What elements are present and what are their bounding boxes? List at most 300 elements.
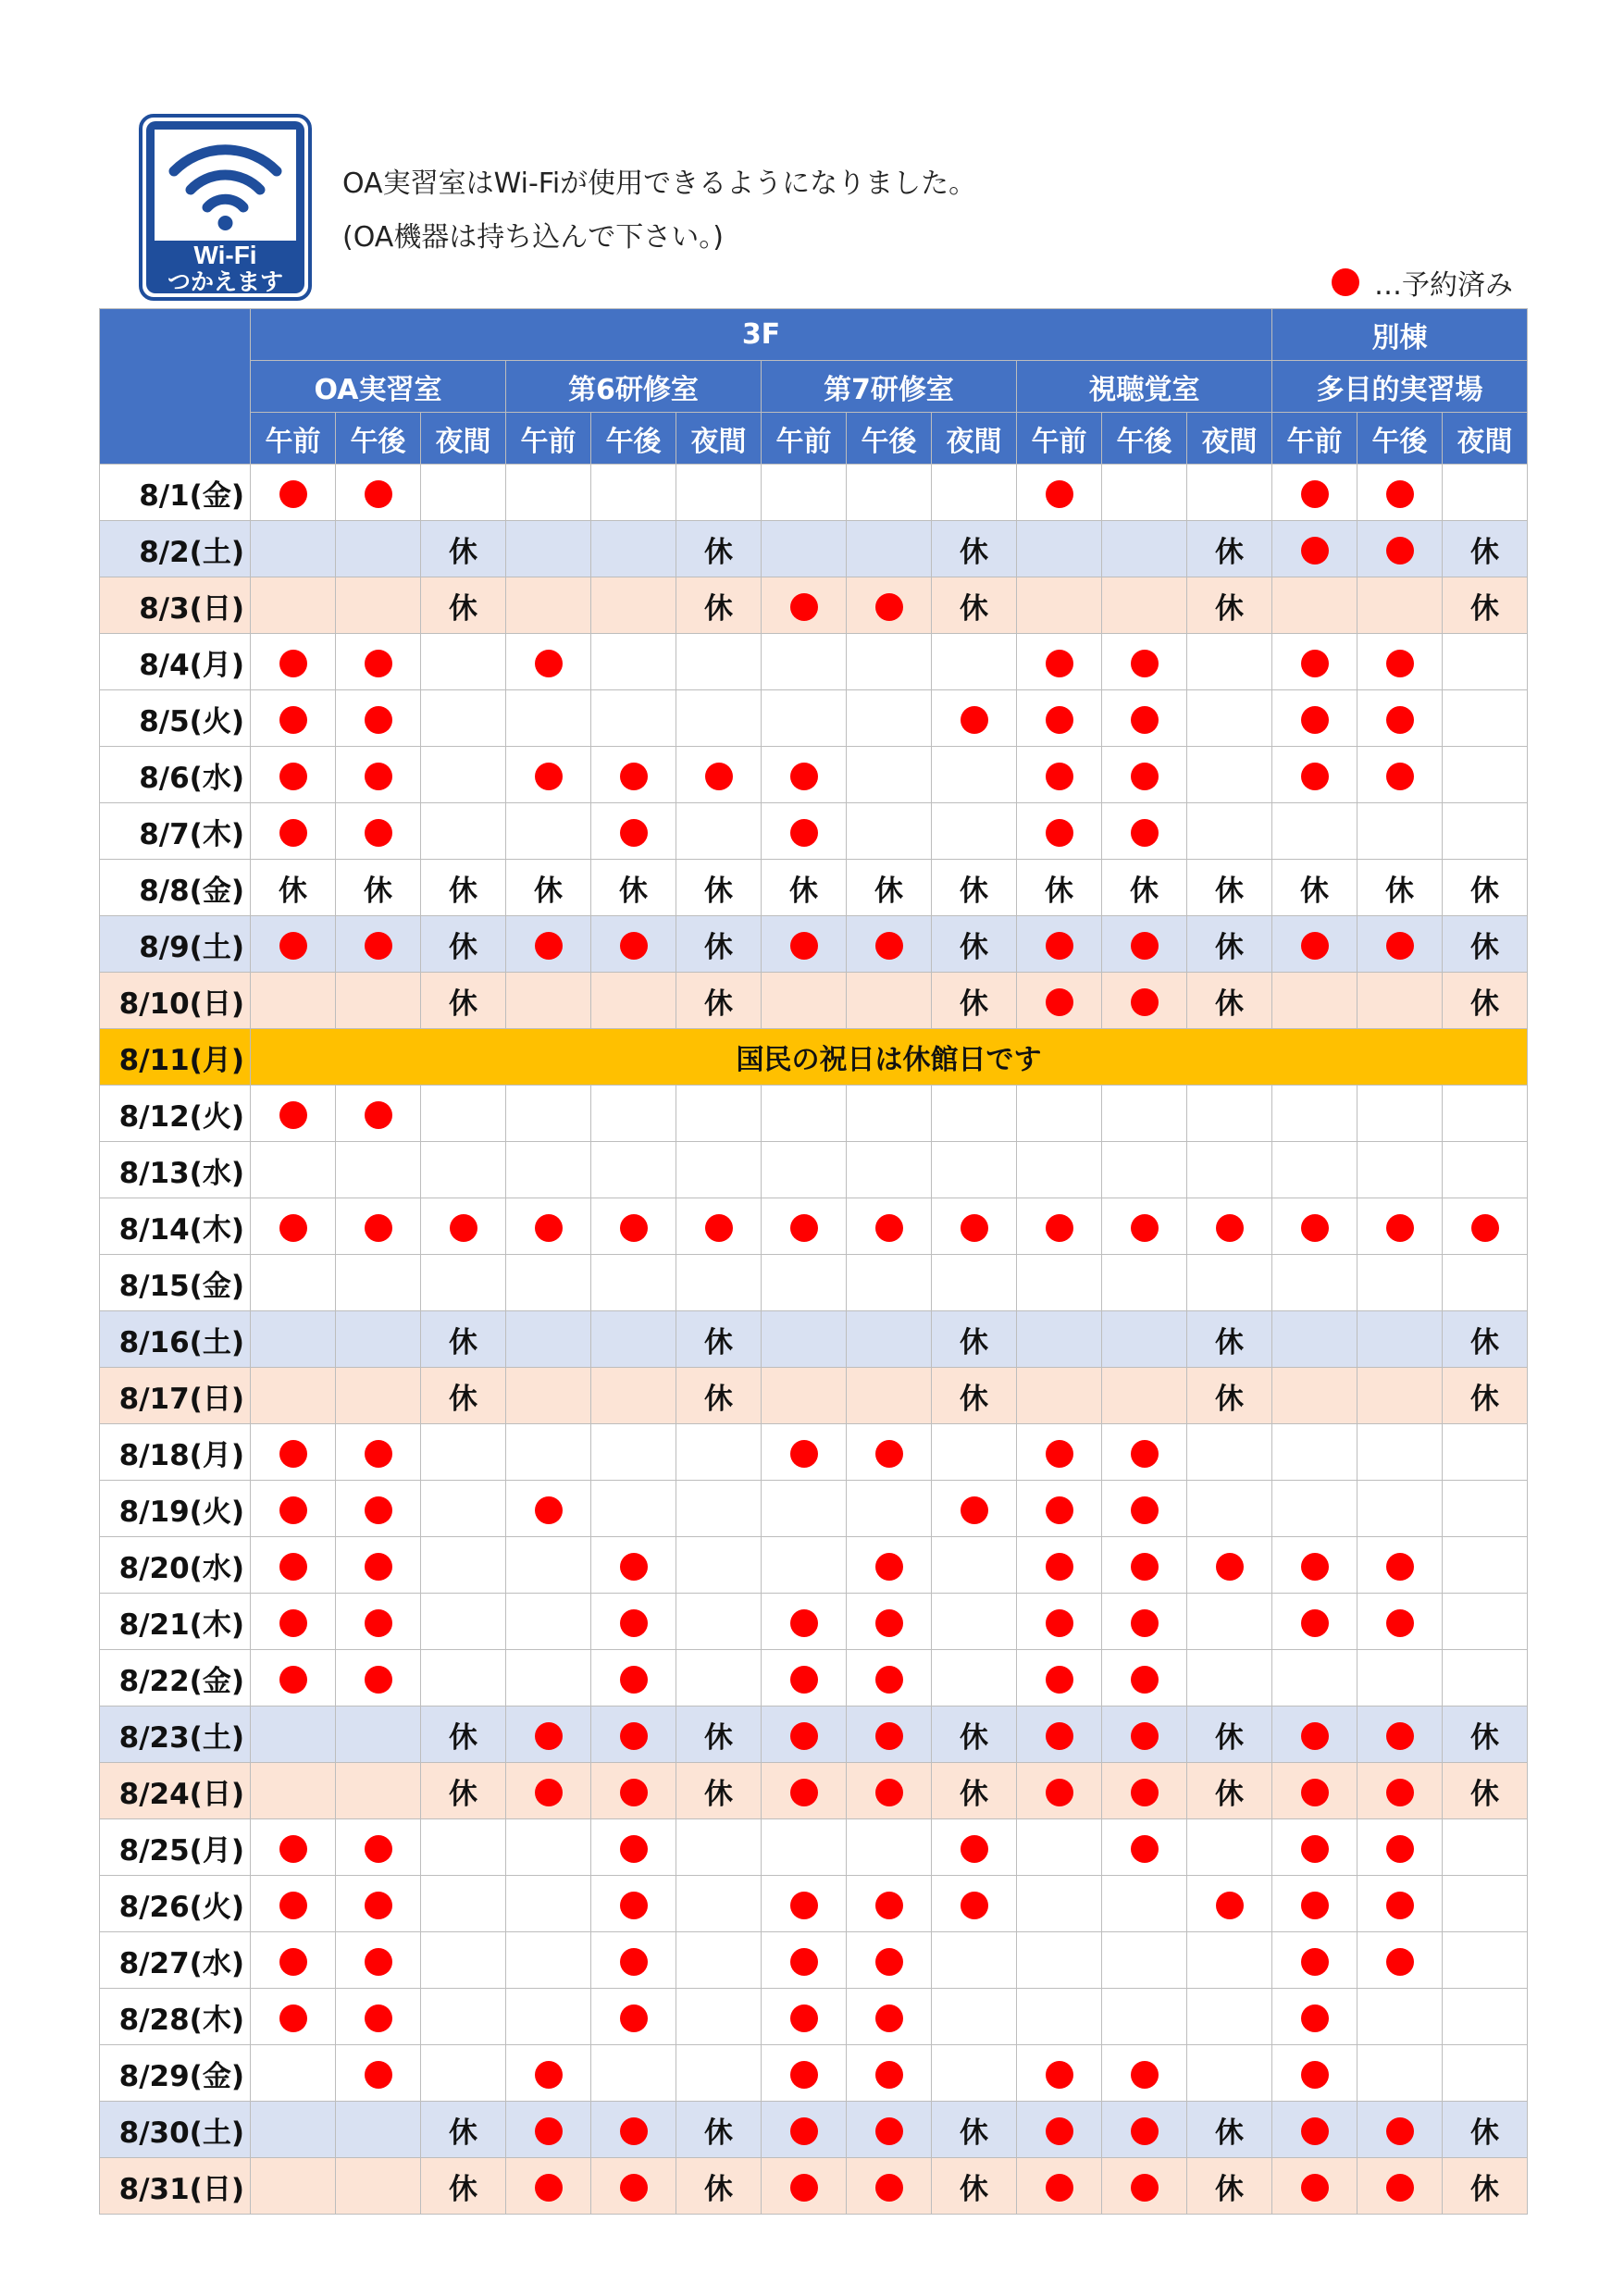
reserved-dot-icon — [1046, 1440, 1073, 1468]
schedule-cell — [1017, 1086, 1102, 1142]
schedule-cell — [1357, 1086, 1443, 1142]
schedule-cell — [1272, 1198, 1357, 1255]
schedule-cell — [591, 860, 676, 916]
schedule-cell — [1187, 1198, 1272, 1255]
schedule-cell — [932, 1650, 1017, 1706]
schedule-cell — [251, 1086, 336, 1142]
schedule-cell — [251, 465, 336, 521]
closed-label: 休 — [704, 2116, 733, 2150]
schedule-cell — [932, 1198, 1017, 1255]
reserved-dot-icon — [535, 932, 563, 960]
schedule-cell — [506, 1819, 591, 1876]
schedule-cell — [932, 860, 1017, 916]
schedule-cell — [1017, 1763, 1102, 1819]
table-row — [100, 1086, 1528, 1142]
holiday-message: 国民の祝日は休館日です — [251, 1029, 1528, 1086]
schedule-cell — [591, 1537, 676, 1594]
reserved-dot-icon — [790, 2004, 818, 2032]
schedule-cell — [1272, 2045, 1357, 2102]
schedule-cell — [1443, 577, 1528, 634]
reserved-dot-icon — [790, 1779, 818, 1806]
schedule-cell — [1187, 973, 1272, 1029]
schedule-cell — [421, 1819, 506, 1876]
schedule-cell — [1443, 1932, 1528, 1989]
schedule-cell — [847, 1876, 932, 1932]
date-cell: 8/10(日) — [100, 973, 251, 1029]
reserved-dot-icon — [535, 763, 563, 790]
schedule-cell — [1102, 747, 1187, 803]
reserved-dot-icon — [875, 2174, 903, 2202]
closed-label: 休 — [960, 930, 988, 964]
schedule-cell — [847, 465, 932, 521]
reserved-dot-icon — [1386, 932, 1414, 960]
schedule-cell — [676, 521, 762, 577]
schedule-cell — [1357, 916, 1443, 973]
schedule-cell — [1102, 803, 1187, 860]
closed-label: 休 — [960, 591, 988, 626]
schedule-cell — [932, 1706, 1017, 1763]
date-cell: 8/24(日) — [100, 1763, 251, 1819]
reserved-dot-icon — [790, 763, 818, 790]
schedule-cell — [1187, 1989, 1272, 2045]
schedule-cell — [1187, 577, 1272, 634]
schedule-cell — [506, 1650, 591, 1706]
reserved-dot-icon — [535, 2061, 563, 2089]
reserved-dot-icon — [535, 1214, 563, 1242]
schedule-cell — [847, 1989, 932, 2045]
reserved-dot-icon — [1131, 1835, 1159, 1863]
closed-label: 休 — [960, 874, 988, 908]
schedule-cell — [421, 690, 506, 747]
schedule-cell — [591, 803, 676, 860]
slot-header: 午前 — [251, 413, 336, 465]
schedule-cell — [336, 2158, 421, 2215]
reserved-dot-icon — [1386, 1948, 1414, 1976]
schedule-cell — [336, 1424, 421, 1481]
schedule-cell — [1017, 1650, 1102, 1706]
schedule-cell — [676, 916, 762, 973]
reserved-dot-icon — [279, 819, 307, 847]
schedule-cell — [932, 1876, 1017, 1932]
slot-header: 夜間 — [932, 413, 1017, 465]
schedule-cell — [932, 1368, 1017, 1424]
date-cell: 8/30(土) — [100, 2102, 251, 2158]
reserved-dot-icon — [1301, 1779, 1329, 1806]
reserved-dot-icon — [1131, 650, 1159, 677]
schedule-cell — [506, 1932, 591, 1989]
schedule-cell — [847, 2045, 932, 2102]
schedule-cell — [251, 2158, 336, 2215]
schedule-cell — [847, 577, 932, 634]
schedule-cell — [932, 1481, 1017, 1537]
schedule-cell — [506, 860, 591, 916]
table-row — [100, 1876, 1528, 1932]
wifi-notice — [342, 157, 976, 265]
reserved-dot-icon — [875, 593, 903, 621]
schedule-cell — [676, 1876, 762, 1932]
schedule-cell — [1017, 465, 1102, 521]
schedule-cell — [421, 1763, 506, 1819]
schedule-cell — [847, 1650, 932, 1706]
reserved-dot-icon — [1131, 819, 1159, 847]
closed-label: 休 — [1470, 1325, 1499, 1359]
reserved-dot-icon — [1386, 1214, 1414, 1242]
reserved-dot-icon — [790, 1609, 818, 1637]
schedule-cell — [932, 1763, 1017, 1819]
closed-label: 休 — [960, 987, 988, 1021]
schedule-cell — [1443, 860, 1528, 916]
reserved-dot-icon — [790, 1440, 818, 1468]
reserved-dot-icon — [620, 1892, 648, 1919]
slot-header: 午後 — [1102, 413, 1187, 465]
reserved-dot-icon — [279, 480, 307, 508]
schedule-cell — [762, 1819, 847, 1876]
schedule-cell — [1102, 577, 1187, 634]
closed-label: 休 — [449, 987, 477, 1021]
schedule-cell — [1357, 803, 1443, 860]
reserved-dot-icon — [790, 1722, 818, 1750]
schedule-cell — [1187, 1481, 1272, 1537]
schedule-cell — [1187, 1255, 1272, 1311]
closed-label: 休 — [1470, 1382, 1499, 1416]
schedule-cell — [336, 1255, 421, 1311]
reserved-dot-icon — [1131, 763, 1159, 790]
reserved-dot-icon — [1301, 537, 1329, 565]
schedule-cell — [1443, 747, 1528, 803]
table-row — [100, 1424, 1528, 1481]
reserved-dot-icon — [790, 1892, 818, 1919]
reserved-dot-icon — [1046, 1553, 1073, 1581]
reserved-dot-icon — [790, 1666, 818, 1694]
date-cell: 8/12(火) — [100, 1086, 251, 1142]
reserved-dot-icon — [1301, 2117, 1329, 2145]
reserved-dot-icon — [279, 1948, 307, 1976]
reserved-dot-icon — [279, 763, 307, 790]
schedule-cell — [506, 2158, 591, 2215]
schedule-cell — [932, 690, 1017, 747]
schedule-cell — [1017, 1368, 1102, 1424]
date-cell: 8/8(金) — [100, 860, 251, 916]
schedule-cell — [847, 1706, 932, 1763]
date-cell: 8/15(金) — [100, 1255, 251, 1311]
closed-label: 休 — [1470, 2116, 1499, 2150]
reserved-dot-icon — [875, 2117, 903, 2145]
table-row — [100, 1537, 1528, 1594]
schedule-cell — [251, 1594, 336, 1650]
schedule-cell — [421, 634, 506, 690]
schedule-cell — [591, 1932, 676, 1989]
table-row — [100, 1198, 1528, 1255]
schedule-cell — [251, 1311, 336, 1368]
reserved-dot-icon — [620, 2117, 648, 2145]
date-cell: 8/6(水) — [100, 747, 251, 803]
reserved-dot-icon — [705, 1214, 733, 1242]
schedule-cell — [932, 803, 1017, 860]
schedule-cell — [591, 1142, 676, 1198]
schedule-cell — [1102, 1368, 1187, 1424]
schedule-cell — [1272, 577, 1357, 634]
reserved-dot-icon — [1046, 706, 1073, 734]
reserved-dot-icon — [535, 1722, 563, 1750]
table-row — [100, 2102, 1528, 2158]
closed-label: 休 — [960, 535, 988, 569]
date-cell: 8/17(日) — [100, 1368, 251, 1424]
reserved-dot-icon — [961, 706, 988, 734]
schedule-cell — [1102, 1311, 1187, 1368]
schedule-cell — [676, 747, 762, 803]
schedule-cell — [1102, 916, 1187, 973]
schedule-cell — [676, 1086, 762, 1142]
reserved-dot-icon — [1386, 1609, 1414, 1637]
schedule-cell — [676, 1537, 762, 1594]
date-cell: 8/25(月) — [100, 1819, 251, 1876]
closed-label: 休 — [1470, 987, 1499, 1021]
schedule-cell — [1443, 521, 1528, 577]
table-row — [100, 1481, 1528, 1537]
schedule-cell — [421, 1086, 506, 1142]
date-cell: 8/11(月) — [100, 1029, 251, 1086]
schedule-cell — [1102, 1255, 1187, 1311]
reserved-dot-icon — [1386, 763, 1414, 790]
reserved-dot-icon — [620, 763, 648, 790]
schedule-cell — [847, 521, 932, 577]
schedule-cell — [676, 465, 762, 521]
table-row — [100, 521, 1528, 577]
schedule-cell — [1102, 1989, 1187, 2045]
schedule-cell — [1187, 1932, 1272, 1989]
closed-label: 休 — [1215, 591, 1244, 626]
reserved-dot-icon — [279, 1496, 307, 1524]
reserved-dot-icon — [961, 1892, 988, 1919]
schedule-cell — [251, 1142, 336, 1198]
date-cell: 8/1(金) — [100, 465, 251, 521]
closed-label: 休 — [449, 535, 477, 569]
schedule-cell — [1443, 1368, 1528, 1424]
reserved-dot-icon — [620, 2174, 648, 2202]
reserved-dot-icon — [1386, 480, 1414, 508]
closed-label: 休 — [1215, 930, 1244, 964]
slot-header: 午前 — [1272, 413, 1357, 465]
closed-label: 休 — [1385, 874, 1414, 908]
schedule-cell — [1187, 803, 1272, 860]
reserved-dot-icon — [1386, 1892, 1414, 1919]
reserved-dot-icon — [1301, 2174, 1329, 2202]
schedule-cell — [421, 1311, 506, 1368]
schedule-cell — [1187, 690, 1272, 747]
table-row — [100, 1819, 1528, 1876]
schedule-cell — [676, 1368, 762, 1424]
schedule-cell — [1357, 1311, 1443, 1368]
schedule-cell — [1443, 1594, 1528, 1650]
schedule-cell — [1443, 1142, 1528, 1198]
date-cell: 8/14(木) — [100, 1198, 251, 1255]
schedule-cell — [1357, 577, 1443, 634]
schedule-cell — [762, 1989, 847, 2045]
reserved-dot-icon — [1131, 1440, 1159, 1468]
closed-label: 休 — [1470, 874, 1499, 908]
date-cell: 8/23(土) — [100, 1706, 251, 1763]
schedule-cell — [762, 634, 847, 690]
schedule-cell — [591, 634, 676, 690]
table-body — [100, 465, 1528, 2215]
date-cell: 8/16(土) — [100, 1311, 251, 1368]
closed-label: 休 — [1470, 1720, 1499, 1755]
schedule-cell — [1443, 1424, 1528, 1481]
schedule-cell — [1017, 1537, 1102, 1594]
schedule-cell — [336, 973, 421, 1029]
schedule-cell — [1102, 1819, 1187, 1876]
reserved-dot-icon — [1386, 2174, 1414, 2202]
schedule-cell — [1102, 521, 1187, 577]
schedule-cell — [591, 1481, 676, 1537]
schedule-cell — [676, 1819, 762, 1876]
schedule-cell — [251, 973, 336, 1029]
table-row — [100, 747, 1528, 803]
schedule-cell — [1272, 1424, 1357, 1481]
table-row — [100, 1368, 1528, 1424]
header-corner — [100, 309, 251, 465]
header-row-floors — [100, 309, 1528, 361]
schedule-cell — [591, 1706, 676, 1763]
reserved-dot-icon — [279, 932, 307, 960]
schedule-cell — [847, 2102, 932, 2158]
reserved-dot-icon — [1046, 932, 1073, 960]
schedule-cell — [1272, 1311, 1357, 1368]
schedule-cell — [506, 1368, 591, 1424]
reserved-dot-icon — [1216, 1892, 1244, 1919]
schedule-cell — [421, 1932, 506, 1989]
reserved-dot-icon — [1046, 1609, 1073, 1637]
schedule-cell — [421, 1481, 506, 1537]
date-cell: 8/26(火) — [100, 1876, 251, 1932]
schedule-cell — [1187, 1650, 1272, 1706]
date-cell: 8/4(月) — [100, 634, 251, 690]
schedule-cell — [932, 521, 1017, 577]
schedule-cell — [506, 2045, 591, 2102]
schedule-cell — [1357, 1142, 1443, 1198]
schedule-cell — [932, 1311, 1017, 1368]
schedule-cell — [932, 577, 1017, 634]
reserved-dot-icon — [365, 1892, 392, 1919]
room-header: 視聴覚室 — [1017, 361, 1272, 413]
schedule-cell — [336, 1650, 421, 1706]
reserved-dot-icon — [1046, 2117, 1073, 2145]
reserved-dot-icon — [1131, 932, 1159, 960]
schedule-cell — [506, 634, 591, 690]
table-row — [100, 1029, 1528, 1086]
schedule-cell — [506, 1706, 591, 1763]
reserved-dot-icon — [875, 2004, 903, 2032]
schedule-cell — [676, 1594, 762, 1650]
schedule-cell — [1102, 1932, 1187, 1989]
date-cell: 8/31(日) — [100, 2158, 251, 2215]
closed-label: 休 — [1130, 874, 1159, 908]
reserved-dot-icon — [1046, 819, 1073, 847]
schedule-cell — [1272, 1989, 1357, 2045]
reserved-dot-icon — [365, 1496, 392, 1524]
schedule-cell — [421, 1989, 506, 2045]
schedule-cell — [762, 1424, 847, 1481]
closed-label: 休 — [874, 874, 903, 908]
schedule-cell — [762, 1932, 847, 1989]
reserved-dot-icon — [1386, 1553, 1414, 1581]
schedule-cell — [336, 634, 421, 690]
schedule-cell — [762, 1255, 847, 1311]
schedule-cell — [847, 916, 932, 973]
reserved-dot-icon — [1301, 1948, 1329, 1976]
schedule-cell — [676, 634, 762, 690]
schedule-cell — [336, 1086, 421, 1142]
schedule-cell — [847, 1481, 932, 1537]
closed-label: 休 — [1215, 2172, 1244, 2206]
schedule-cell — [1187, 860, 1272, 916]
schedule-cell — [932, 2102, 1017, 2158]
schedule-cell — [1017, 1481, 1102, 1537]
schedule-cell — [506, 1255, 591, 1311]
schedule-cell — [1187, 1819, 1272, 1876]
schedule-cell — [591, 1311, 676, 1368]
schedule-cell — [336, 916, 421, 973]
table-row — [100, 690, 1528, 747]
reserved-dot-icon — [1131, 1496, 1159, 1524]
date-cell: 8/20(水) — [100, 1537, 251, 1594]
schedule-cell — [336, 747, 421, 803]
table-row — [100, 973, 1528, 1029]
reserved-dot-icon — [1216, 1214, 1244, 1242]
schedule-cell — [932, 1594, 1017, 1650]
reserved-dot-icon — [875, 2061, 903, 2089]
schedule-cell — [1272, 803, 1357, 860]
reserved-dot-icon — [1046, 2174, 1073, 2202]
reserved-dot-icon — [1386, 2117, 1414, 2145]
schedule-cell — [421, 1706, 506, 1763]
schedule-cell — [762, 521, 847, 577]
closed-label: 休 — [960, 1382, 988, 1416]
reserved-dot-icon — [1046, 763, 1073, 790]
reserved-dot-icon — [279, 1553, 307, 1581]
schedule-cell — [1102, 634, 1187, 690]
table-row — [100, 465, 1528, 521]
schedule-cell — [1443, 1763, 1528, 1819]
reserved-dot-icon — [365, 2061, 392, 2089]
closed-label: 休 — [449, 1777, 477, 1811]
schedule-cell — [676, 860, 762, 916]
reserved-dot-icon — [1301, 1892, 1329, 1919]
schedule-cell — [1102, 860, 1187, 916]
date-cell: 8/7(木) — [100, 803, 251, 860]
schedule-cell — [1017, 916, 1102, 973]
table-row — [100, 916, 1528, 973]
reserved-dot-icon — [279, 2004, 307, 2032]
schedule-cell — [1017, 1819, 1102, 1876]
reserved-dot-icon — [1386, 1722, 1414, 1750]
schedule-cell — [421, 973, 506, 1029]
closed-label: 休 — [704, 1720, 733, 1755]
schedule-cell — [336, 1537, 421, 1594]
schedule-cell — [336, 803, 421, 860]
schedule-cell — [762, 860, 847, 916]
reserved-dot-icon — [279, 1101, 307, 1129]
reserved-dot-icon — [620, 1722, 648, 1750]
schedule-cell — [421, 916, 506, 973]
reserved-dot-icon — [620, 1609, 648, 1637]
table-header — [100, 309, 1528, 465]
schedule-cell — [506, 1424, 591, 1481]
schedule-cell — [1272, 1368, 1357, 1424]
schedule-cell — [506, 2102, 591, 2158]
schedule-cell — [762, 1198, 847, 1255]
schedule-cell — [932, 465, 1017, 521]
